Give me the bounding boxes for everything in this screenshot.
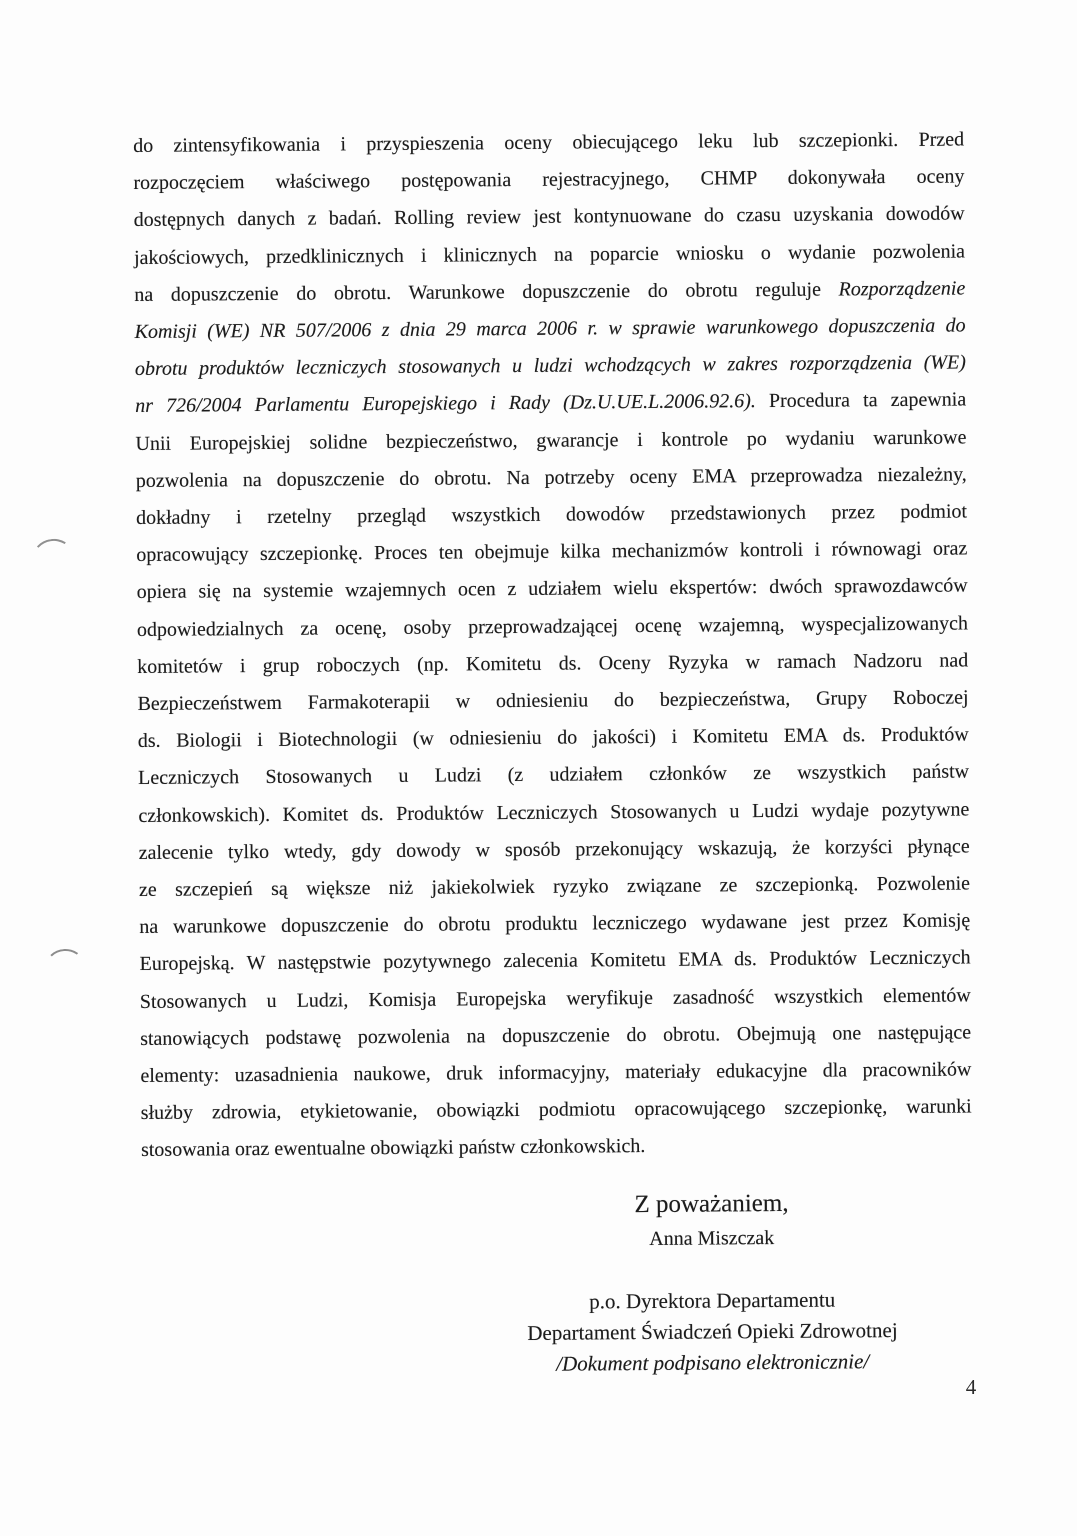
body-line [134, 196, 965, 240]
body-text-segment: stanowiących podstawę pozwolenia na dopuszczenie do obrotu. Obejmują one następujące [140, 1021, 972, 1050]
body-text-segment: zalecenie tylko wtedy, gdy dowody w sposób przekonujący wskazują, że korzyści płynące [138, 835, 970, 864]
body-text-segment: Unii Europejskiej solidne bezpieczeństwo, gwarancje i kontrole po wydaniu warunkowe [135, 426, 967, 455]
body-text-italic-segment: nr 726/2004 Parlamentu Europejskiego i Rady (Dz.U.UE.L.2006.92.6). [135, 390, 756, 418]
body-line [137, 642, 968, 686]
body-text-segment: dostępnych danych z badań. Rolling review jest kontynuowane do czasu uzyskania dowodów [133, 202, 965, 232]
body-line [135, 345, 966, 389]
body-text-segment: elementy: uzasadnienia naukowe, druk informacyjny, materiały edukacyjne dla pracowników [140, 1058, 972, 1088]
body-line [134, 270, 965, 314]
body-line [137, 680, 968, 724]
body-text-segment: dokładny i rzetelny przegląd wszystkich dowodów przedstawionych przez podmiot [135, 500, 968, 530]
body-text-segment: na warunkowe dopuszczenie do obrotu produktu leczniczego wydawane jest przez Komisję [139, 909, 971, 939]
body-line [141, 1089, 972, 1133]
text-column [133, 121, 972, 1376]
body-text-segment: Procedura ta zapewnia [755, 388, 967, 413]
body-line [136, 531, 967, 575]
body-line [138, 754, 969, 798]
body-text-italic-segment: Rozporządzenie [838, 277, 966, 301]
body-text-segment: komitetów i grup roboczych (np. Komitetu ds. Oceny Ryzyka w ramach Nadzoru nad [137, 649, 969, 678]
page-number: 4 [965, 1375, 977, 1399]
body-text-segment: Leczniczych Stosowanych u Ludzi (z udziałem członków ze wszystkich państw [138, 760, 970, 790]
body-line [140, 977, 971, 1021]
scan-artifact-arc [31, 536, 75, 575]
body-line [136, 493, 967, 537]
body-text-segment: odpowiedzialnych za ocenę, osoby przeprowadzającej ocenę wzajemną, wyspecjalizowanych [136, 612, 969, 641]
body-text-segment: pozwolenia na dopuszczenie do obrotu. Na potrzeby oceny EMA przeprowadza niezależny, [135, 463, 967, 492]
body-line [136, 456, 967, 500]
body-line [133, 121, 964, 165]
signature-gap [442, 1251, 982, 1287]
body-line [140, 1052, 971, 1096]
closing-phrase: Z poważaniem, [634, 1189, 789, 1219]
body-text-italic-segment: Komisji (WE) NR 507/2006 z dnia 29 marca 2006 r. w sprawie warunkowego dopuszczenia do [134, 314, 966, 344]
body-text-segment: na dopuszczenie do obrotu. Warunkowe dopuszczenie do obrotu reguluje [134, 278, 839, 306]
body-line [141, 1126, 972, 1170]
body-text-segment: służby zdrowia, etykietowanie, obowiązki podmiotu opracowującego szczepionkę, warunki [140, 1095, 972, 1125]
body-text-segment: członkowskich). Komitet ds. Produktów Leczniczych Stosowanych u Ludzi wydaje pozytywne [138, 798, 970, 827]
body-text-segment: ze szczepień są większe niż jakiekolwiek ryzyko związane ze szczepionką. Pozwolenie [138, 872, 971, 902]
signer-department: Departament Świadczeń Opieki Zdrowotnej [527, 1318, 898, 1345]
body-line [133, 159, 964, 203]
body-line [139, 866, 970, 910]
body-line [139, 940, 970, 984]
body-text-segment: Stosowanych u Ludzi, Komisja Europejska weryfikuje zasadność wszystkich elementów [139, 984, 971, 1013]
body-text-segment: stosowania oraz ewentualne obowiązki państw członkowskich. [140, 1135, 646, 1162]
scan-artifact-arc [45, 948, 85, 983]
body-text-segment: Europejską. W następstwie pozytywnego zalecenia Komitetu EMA ds. Produktów Leczniczych [139, 946, 971, 976]
signer-name: Anna Miszczak [649, 1226, 775, 1250]
body-text-segment: opiera się na systemie wzajemnych ocen z udziałem wielu ekspertów: dwóch sprawozdawców [136, 574, 968, 604]
signer-title: p.o. Dyrektora Departamentu [589, 1287, 836, 1314]
body-line [134, 233, 965, 277]
body-line [139, 903, 970, 947]
body-line [138, 717, 969, 761]
body-line [134, 307, 965, 351]
body-text-segment: rozpoczęciem właściwego postępowania rejestracyjnego, CHMP dokonywała oceny [133, 165, 965, 195]
body-line [137, 568, 968, 612]
signature-block [441, 1183, 982, 1380]
body-text-segment: Bezpieczeństwem Farmakoterapii w odniesieniu do bezpieczeństwa, Grupy Roboczej [137, 686, 969, 716]
body-line [135, 382, 966, 426]
body-text-italic-segment: obrotu produktów leczniczych stosowanych u ludzi wchodzących w zakres rozporządzenia (WE) [134, 351, 966, 381]
body-text-segment: ds. Biologii i Biotechnologii (w odniesieniu do jakości) i Komitetu EMA ds. Produktów [137, 723, 969, 753]
body-text-segment: jakościowych, przedklinicznych i klinicznych na poparcie wniosku o wydanie pozwolenia [133, 240, 966, 269]
body-line [140, 1014, 971, 1058]
body-line [138, 791, 969, 835]
body-line [139, 828, 970, 872]
body-line [137, 605, 968, 649]
body-text-segment: opracowujący szczepionkę. Proces ten obejmuje kilka mechanizmów kontroli i równowagi oraz [136, 537, 968, 567]
body-text-segment: do zintensyfikowania i przyspieszenia oceny obiecującego leku lub szczepionki. Przed [133, 128, 965, 157]
body-line [135, 419, 966, 463]
body-text [133, 121, 972, 1169]
electronic-signature-note: /Dokument podpisano elektronicznie/ [556, 1349, 870, 1376]
